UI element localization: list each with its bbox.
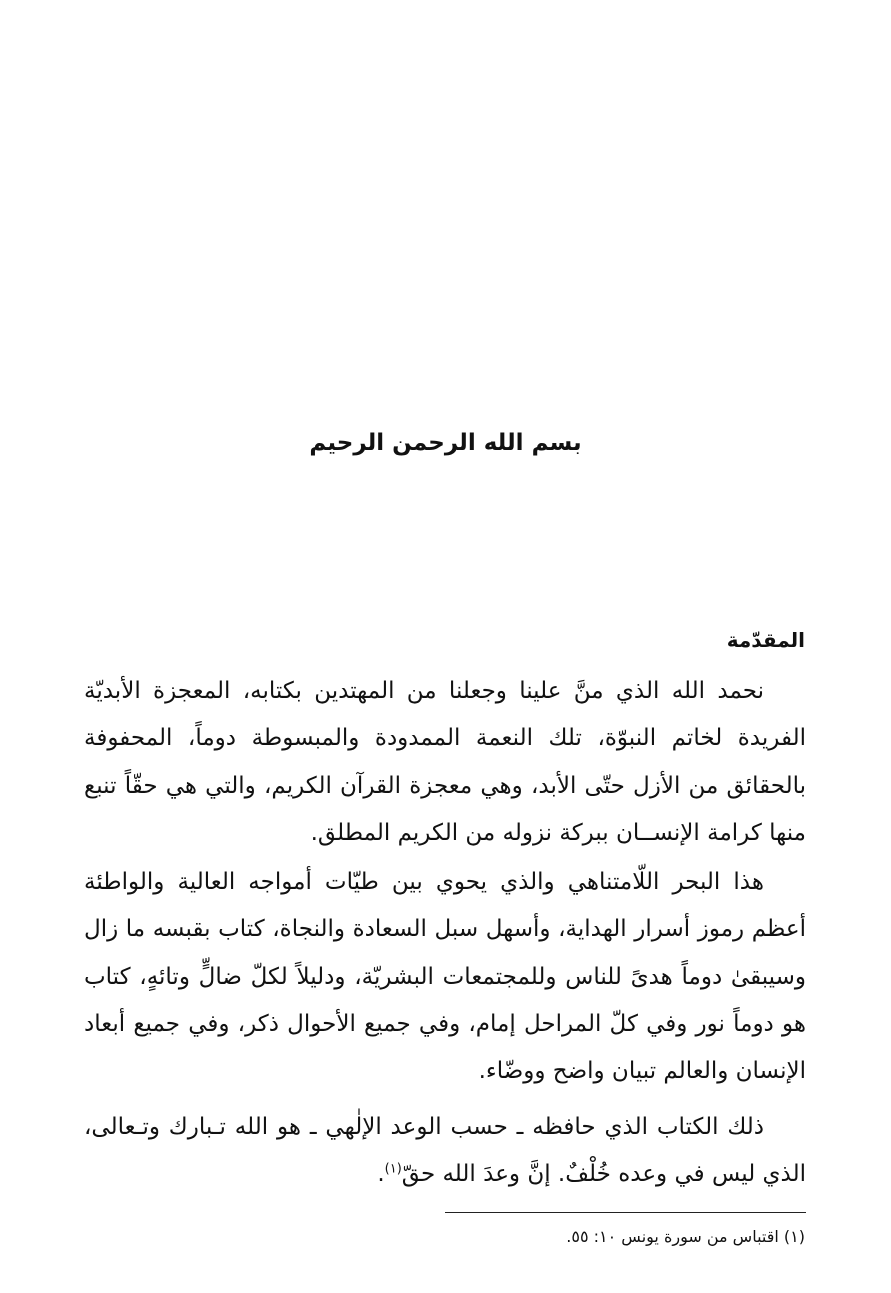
basmala-title: بسم الله الرحمن الرحيم [309, 430, 582, 456]
footnote-divider [445, 1212, 806, 1213]
introduction-body [84, 668, 806, 1198]
section-heading: المقدّمة [726, 628, 805, 652]
paragraph-3 [84, 1104, 806, 1199]
paragraph-3-end: . [377, 1160, 385, 1187]
paragraph-1: نحمد الله الذي منَّ علينا وجعلنا من المهتدين بكتابه، المعجزة الأبديّة الفريدة لخاتم النبوّة، تلك النعمة الممدودة والمبسوطة دوماً، المحفوفة بالحقائق من الأزل حتّى الأبد، وهي معجزة القرآن الكريم، والتي هي حقّاً تنبع منها كرامة الإنســان ببركة نزوله من الكريم المطلق. [84, 678, 806, 846]
footnote-reference: (١) [384, 1161, 402, 1177]
paragraph-3-text: ذلك الكتاب الذي حافظه ـ حسب الوعد الإلٰهي ـ هو الله تـبارك وتـعالى، الذي ليس في وعده خُلْفٌ. إنَّ وعدَ الله حقّ [84, 1113, 806, 1187]
footnote: (١) اقتباس من سورة يونس ١٠: ٥٥. [566, 1227, 805, 1246]
paragraph-2: هذا البحر اللّامتناهي والذي يحوي بين طيّات أمواجه العالية والواطئة أعظم رموز أسرار الهداية، وأسهل سبل السعادة والنجاة، كتاب بقبسه ما زال وسيبقىٰ دوماً هدىً للناس وللمجتمعات البشريّة، ودليلاً لكلّ ضالٍّ وتائهٍ، كتاب هو دوماً نور وفي كلّ المراحل إمام، وفي جميع الأحوال ذكر، وفي جميع أبعاد الإنسان والعالم تبيان واضح ووضّاء. [84, 869, 806, 1085]
